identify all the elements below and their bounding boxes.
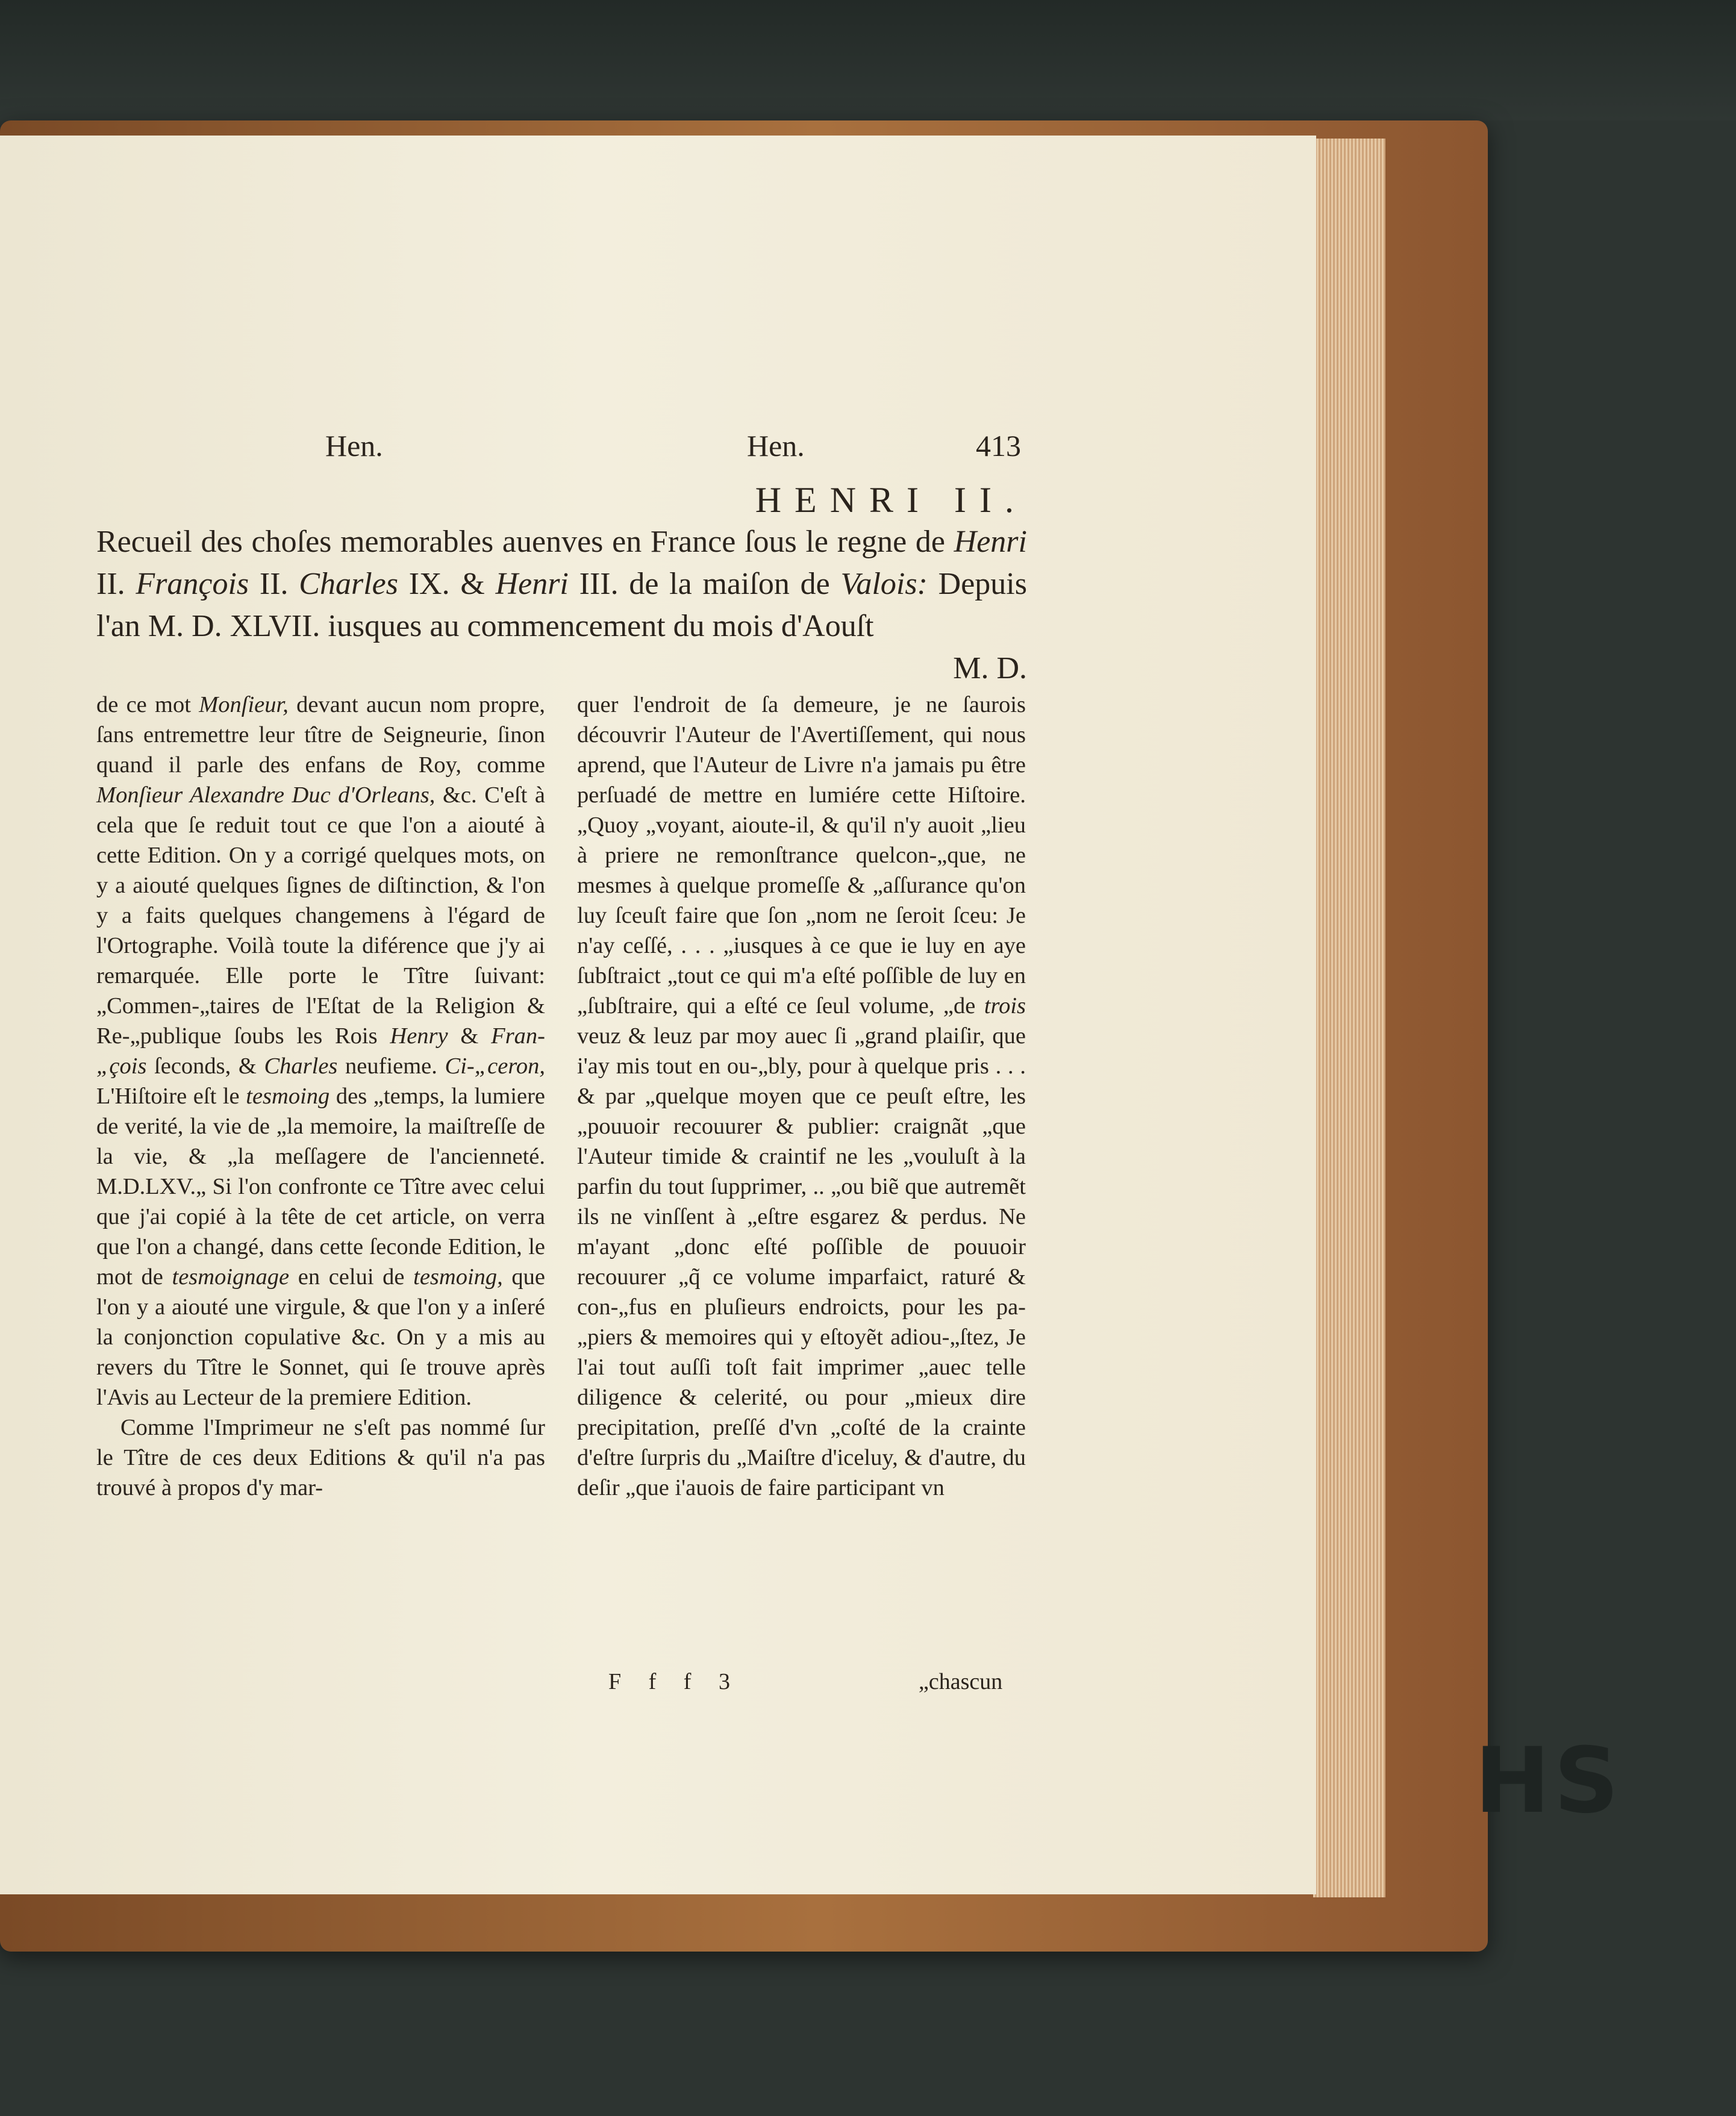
paragraph: Comme l'Imprimeur ne s'eſt pas nommé ſur le Tître de ces deux Editions & qu'il n'a pas trouvé à propos d'y mar- — [96, 1415, 545, 1500]
text: que l'on y a aiouté une virgule, & que l'on y a inſeré la conjonction copulative &c. On y a mis au revers du Tître le Sonnet, qui ſe trouve après l'Avis au Lecteur de la premiere Edition. — [96, 1264, 545, 1410]
heading-italic: Valois: — [840, 567, 928, 601]
italic-text: tesmoing — [246, 1084, 330, 1109]
heading-text: III. de la maiſon de — [568, 567, 841, 601]
text: des „temps, la lumiere de verité, la vie de „la memoire, la maiſtreſſe de la vie, & „la meſſagere de l'ancienneté. M.D.LXV.„ Si l'on confronte ce Tître avec celui que j'ai copié à la tête de cet article, on verra que l'on a changé, dans cette ſeconde Edition, le mot de — [96, 1084, 546, 1290]
left-column — [96, 690, 545, 1503]
italic-text: Henry — [390, 1023, 448, 1049]
italic-text: Monſieur Alexandre Duc d'Orleans, — [96, 782, 436, 808]
running-head-center: Hen. — [747, 429, 805, 463]
page-edges — [1313, 139, 1385, 1897]
text: L'Hiſtoire eſt le — [96, 1084, 246, 1109]
text: ſeconds, & — [146, 1053, 264, 1079]
heading-text: IX. & — [398, 567, 496, 601]
heading-text: Depuis l'an M. D. XLVII. iusques au commencement du mois d'Aouſt — [96, 567, 1027, 643]
book-page — [0, 136, 1316, 1894]
heading-text: II. — [96, 567, 136, 601]
italic-text: trois — [984, 993, 1026, 1019]
text: & — [448, 1023, 492, 1049]
text: de ce mot — [96, 692, 199, 717]
heading-end: M. D. — [953, 651, 1027, 685]
heading-text: II. — [249, 567, 299, 601]
italic-text: Monſieur, — [199, 692, 289, 717]
italic-text: Charles — [264, 1053, 338, 1079]
text: neufieme. — [337, 1053, 445, 1079]
running-head-left: Hen. — [325, 429, 383, 463]
page-title: HENRI II. — [755, 480, 1027, 520]
text: devant aucun nom propre, ſans entremettre leur tître de Seigneurie, ſinon quand il parle des enfans de Roy, comme — [96, 692, 545, 778]
italic-text: tesmoing, — [413, 1264, 503, 1290]
italic-text: tesmoignage — [172, 1264, 290, 1290]
heading-italic: Henri — [954, 525, 1027, 559]
paragraph — [96, 690, 545, 1412]
signature-mark: F f f 3 — [608, 1669, 741, 1694]
italic-text: Fran-„çois — [96, 1023, 545, 1079]
scan-background — [0, 0, 1736, 120]
text: veuz & leuz par moy auec ſi „grand plaiſir, que i'ay mis tout en ou-„bly, pour à quelque pris . . . & par „quelque moyen que ce peuſt eſtre, les „pouuoir recouurer & publier: craignãt „que l'Auteur timide & craintif ne les „vouluſt à la parfin du tout ſupprimer, .. „ou biẽ que autremẽt ils ne vinſſent à „eſtre esgarez & perdus. Ne m'ayant „donc eſté poſſible de pouuoir recouurer „q̃ ce volume imparfaict, raturé & con-„fus en pluſieurs endroicts, pour les pa-„piers & memoires qui y eſtoyẽt adiou-„ſtez, Je l'ai tout auſſi toſt fait imprimer „auec telle diligence & celerité, ou pour „mieux dire precipitation, preſſé d'vn „coſté de la crainte d'eſtre ſurpris du „Maiſtre d'iceluy, & d'autre, du deſir „que i'auois de faire participant vn — [577, 1023, 1026, 1500]
heading-italic: Henri — [495, 567, 569, 601]
catchword: „chascun — [919, 1669, 1003, 1694]
heading-text: Recueil des choſes memorables auenves en France ſous le regne de — [96, 525, 954, 559]
right-column — [577, 690, 1026, 1503]
corner-mark: HS — [1475, 1729, 1623, 1834]
heading-italic: François — [136, 567, 249, 601]
section-heading — [96, 521, 1027, 690]
text: en celui de — [289, 1264, 414, 1290]
heading-italic: Charles — [299, 567, 398, 601]
text: quer l'endroit de ſa demeure, je ne ſaurois découvrir l'Auteur de l'Avertiſſement, qui nous aprend, que l'Auteur de Livre n'a jamais pu être perſuadé de mettre en lumiére cette Hiſtoire. „Quoy „voyant, aioute-il, & qu'il n'y auoit „lieu à priere ne remonſtrance quelcon-„que, ne mesmes à quelque promeſſe & „aſſurance qu'on luy ſceuſt faire que ſon „nom ne ſeroit ſceu: Je n'ay ceſſé, . . . „iusques à ce que ie luy en aye ſubſtraict „tout ce qui m'a eſté poſſible de luy en „ſubſtraire, qui a eſté ce ſeul volume, „de — [577, 692, 1026, 1019]
page-number: 413 — [976, 429, 1021, 463]
paragraph — [577, 690, 1026, 1503]
text: &c. C'eſt à cela que ſe reduit tout ce que l'on a aiouté à cette Edition. On y a corrigé quelques mots, on y a aiouté quelques ſignes de diſtinction, & l'on y a faits quelques changemens à l'égard de l'Ortographe. Voilà toute la diférence que j'y ai remarquée. Elle porte le Tître ſuivant: „Commen-„taires de l'Eſtat de la Religion & Re-„publique ſoubs les Rois — [96, 782, 545, 1049]
italic-text: Ci-„ceron, — [445, 1053, 545, 1079]
